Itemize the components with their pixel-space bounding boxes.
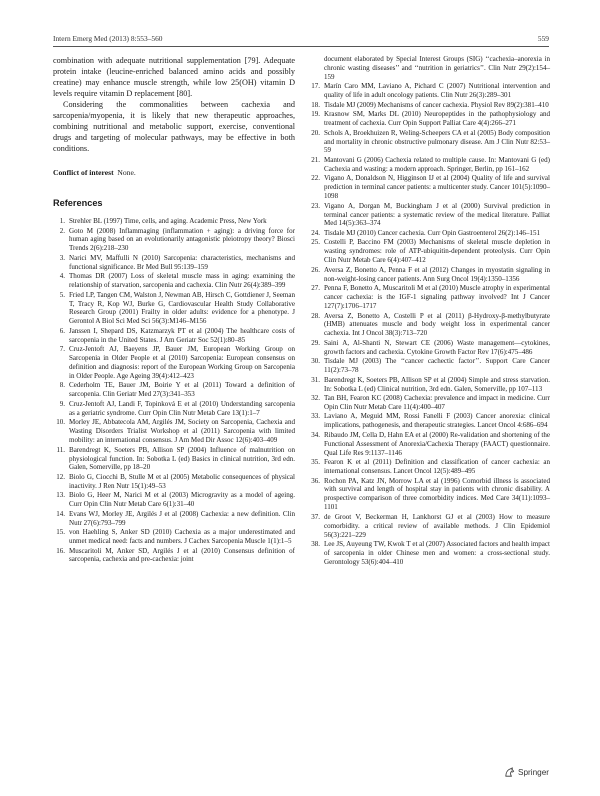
reference-text: Vigano A, Donaldson N, Higginson IJ et al (2004) Quality of life and survival prediction in terminal cancer patients: a multicenter study. Cancer 101(5):1090–1098 bbox=[324, 174, 550, 201]
reference-item bbox=[308, 477, 550, 513]
reference-text: Biolo G, Heer M, Narici M et al (2003) Microgravity as a model of ageing. Curr Opin Clin Nutr Metab Care 6(1):31–40 bbox=[69, 491, 295, 509]
reference-item bbox=[308, 174, 550, 201]
reference-text: Evans WJ, Morley JE, Argilés J et al (2008) Cachexia: a new definition. Clin Nutr 27(6):793–799 bbox=[69, 509, 295, 527]
reference-number: 20. bbox=[311, 128, 320, 137]
reference-item bbox=[53, 345, 295, 381]
reference-item bbox=[53, 418, 295, 445]
reference-item bbox=[308, 540, 550, 567]
reference-text: Barendregt K, Soeters PB, Allison SP et al (2004) Simple and stress starvation. In: Sobotka L (ed) Clinical nutrition, 3rd edn. Galen, Somerville, pp 107–113 bbox=[324, 375, 550, 393]
reference-number: 33. bbox=[311, 412, 320, 421]
reference-text: Biolo G, Ciocchi B, Stulle M et al (2005) Metabolic consequences of physical inactivity. J Ren Nutr 15(1):49–53 bbox=[69, 472, 295, 490]
reference-number: 6. bbox=[59, 326, 65, 335]
reference-text: Fearon K et al (2011) Definition and classification of cancer cachexia: an international consensus. Lancet Oncol 12(5):489–495 bbox=[324, 458, 550, 476]
reference-item bbox=[308, 412, 550, 430]
reference-item bbox=[308, 229, 550, 238]
reference-number: 13. bbox=[56, 491, 65, 500]
reference-text: Muscaritoli M, Anker SD, Argilés J et al (2010) Consensus definition of sarcopenia, cachexia and pre-cachexia: joint bbox=[69, 546, 295, 564]
reference-text: Ribaudo JM, Cella D, Hahn EA et al (2000) Re-validation and shortening of the Functional Assessment of Anorexia/Cachexia Therapy (FAACT) questionnaire. Qual Life Res 9:1137–1146 bbox=[324, 430, 550, 457]
running-header-journal: Intern Emerg Med (2013) 8:553–560 bbox=[53, 34, 163, 43]
reference-item bbox=[53, 528, 295, 546]
reference-number: 30. bbox=[311, 357, 320, 366]
reference-text: Tisdale MJ (2009) Mechanisms of cancer cachexia. Physiol Rev 89(2):381–410 bbox=[324, 100, 549, 109]
reference-item bbox=[53, 547, 295, 565]
reference-number: 24. bbox=[311, 228, 320, 237]
reference-text: Goto M (2008) Inflammaging (inflammation + aging): a driving force for human aging based on an evolutionarily antagonistic pleiotropy theory? Biosci Trends 2(6):218–230 bbox=[69, 226, 295, 253]
reference-text: Vigano A, Dorgan M, Buckingham J et al (2000) Survival prediction in terminal cancer patients: a systematic review of the medical literature. Palliat Med 14(5):363–374 bbox=[324, 201, 550, 228]
reference-list-left bbox=[53, 217, 295, 564]
reference-text: Tisdale MJ (2010) Cancer cachexia. Curr Opin Gastroenterol 26(2):146–151 bbox=[324, 228, 540, 237]
reference-text: Lee JS, Auyeung TW, Kwok T et al (2007) Associated factors and health impact of sarcopenia in older Chinese men and women: a cross-sectional study. Gerontology 53(6):404–410 bbox=[324, 540, 550, 566]
reference-number: 9. bbox=[59, 399, 65, 408]
reference-text: Barendregt K, Soeters PB, Allison SP (2004) Influence of malnutrition on physiological function. In: Sobotka L (ed) Basics in clinical nutrition, 3rd edn. Galen, Somerville, pp 18–20 bbox=[69, 445, 295, 472]
reference-item bbox=[308, 101, 550, 110]
reference-text: Saini A, Al-Shanti N, Stewart CE (2006) Waste management—cytokines, growth factors and cachexia. Cytokine Growth Factor Rev 17(6):475–486 bbox=[324, 338, 550, 356]
reference-item bbox=[53, 473, 295, 491]
reference-number: 3. bbox=[59, 253, 65, 262]
reference-number: 27. bbox=[311, 284, 320, 293]
reference-item bbox=[308, 357, 550, 375]
reference-item bbox=[308, 266, 550, 284]
reference-item bbox=[53, 254, 295, 272]
reference-number: 18. bbox=[311, 100, 320, 109]
reference-number: 19. bbox=[311, 110, 320, 119]
reference-number: 21. bbox=[311, 155, 320, 164]
reference-number: 12. bbox=[56, 472, 65, 481]
reference-text: Tisdale MJ (2003) The ‘‘cancer cachectic factor’’. Support Care Cancer 11(2):73–78 bbox=[324, 357, 550, 375]
reference-item bbox=[308, 202, 550, 229]
reference-text: Morley JE, Abbatecola AM, Argilés JM, Society on Sarcopenia, Cachexia and Wasting Disorders Trialist Workshop et al (2011) Sarcopenia with limited mobility: an international consensus. J Am Med Dir Assoc 12(6):403–409 bbox=[69, 418, 295, 445]
reference-text: von Haehling S, Anker SD (2010) Cachexia as a major underestimated and unmet medical need: facts and numbers. J Cachex Sarcopenia Muscle 1(1):1–5 bbox=[69, 528, 295, 546]
reference-item bbox=[308, 431, 550, 458]
reference-item bbox=[308, 458, 550, 476]
reference-number: 28. bbox=[311, 311, 320, 320]
reference-text: Strehler BL (1997) Time, cells, and aging. Academic Press, New York bbox=[69, 217, 267, 225]
reference-item bbox=[308, 394, 550, 412]
reference-number: 14. bbox=[56, 509, 65, 518]
reference-text: Marín Caro MM, Laviano A, Pichard C (2007) Nutritional intervention and quality of life in adult oncology patients. Clin Nutr 26(3):289–301 bbox=[324, 82, 550, 100]
reference-item bbox=[308, 312, 550, 339]
reference-number: 35. bbox=[311, 458, 320, 467]
reference-item bbox=[308, 156, 550, 174]
reference-item bbox=[308, 339, 550, 357]
reference-number: 34. bbox=[311, 430, 320, 439]
header-rule bbox=[53, 46, 549, 47]
reference-number: 36. bbox=[311, 476, 320, 485]
reference-text: Mantovani G (2006) Cachexia related to multiple cause. In: Mantovani G (ed) Cachexia and wasting: a modern approach. Springer, Berlin, pp 161–162 bbox=[324, 155, 550, 173]
reference-text: Aversa Z, Bonetto A, Costelli P et al (2011) β-Hydroxy-β-methylbutyrate (HMB) attenuates muscle and body weight loss in experimental cancer cachexia. Int J Oncol 38(3):713–720 bbox=[324, 311, 550, 338]
reference-item bbox=[53, 227, 295, 254]
reference-number: 37. bbox=[311, 512, 320, 521]
reference-item bbox=[53, 291, 295, 327]
reference-number: 17. bbox=[311, 82, 320, 91]
reference-text: Penna F, Bonetto A, Muscaritoli M et al (2010) Muscle atrophy in experimental cancer cachexia: is the IGF-1 signaling pathway involved? Int J Cancer 127(7):1706–1717 bbox=[324, 284, 550, 310]
reference-number: 23. bbox=[311, 201, 320, 210]
body-paragraph-2: Considering the commonalities between cachexia and sarcopenia/myopenia, it is likely that new therapeutic approaches, combining nutritional and metabolic support, exercise, conventional drugs and targeting of molecular pathways, may be effective in both conditions. bbox=[53, 100, 295, 153]
reference-number: 38. bbox=[311, 540, 320, 549]
coi-text: None. bbox=[117, 168, 136, 177]
reference-text: Janssen I, Shepard DS, Katzmarzyk PT et al (2004) The healthcare costs of sarcopenia in the United States. J Am Geriatr Soc 52(1):80–85 bbox=[69, 326, 295, 344]
reference-item bbox=[53, 272, 295, 290]
reference-16-continuation: document elaborated by Special Interest Groups (SIG) ‘‘cachexia–anorexia in chronic wasting diseases’’ and ‘‘nutrition in geriatrics’’. Clin Nutr 29(2):154–159 bbox=[324, 55, 550, 81]
reference-number: 31. bbox=[311, 375, 320, 384]
reference-text: Costelli P, Baccino FM (2003) Mechanisms of skeletal muscle depletion in wasting syndromes: role of ATP-ubiquitin-dependent proteolysis. Curr Opin Clin Nutr Metab Care 6(4):407–412 bbox=[324, 238, 550, 265]
publisher-logo bbox=[504, 767, 549, 778]
reference-item bbox=[308, 82, 550, 100]
reference-item bbox=[308, 284, 550, 311]
reference-item bbox=[53, 400, 295, 418]
reference-item bbox=[53, 446, 295, 473]
body-paragraph-1: combination with adequate nutritional supplementation [79]. Adequate protein intake (leucine-enriched balanced amino acids and possibly creatine) may enhance muscle strength, while low 25(OH) vitamin D levels require vitamin D replacement [80]. bbox=[53, 56, 295, 98]
springer-horse-icon bbox=[504, 767, 515, 778]
conflict-of-interest bbox=[53, 168, 295, 178]
reference-text: Laviano A, Meguid MM, Rossi Fanelli F (2003) Cancer anorexia: clinical implications, pathogenesis, and therapeutic strategies. Lancet Oncol 4:686–694 bbox=[324, 412, 550, 430]
reference-number: 5. bbox=[59, 290, 65, 299]
reference-text: Cruz-Jentoft AJ, Landi F, Topinková E et al (2010) Understanding sarcopenia as a geriatric syndrome. Curr Opin Clin Nutr Metab Care 13(1):1–7 bbox=[69, 399, 295, 417]
reference-text: Krasnow SM, Marks DL (2010) Neuropeptides in the pathophysiology and treatment of cachexia. Curr Opin Support Palliat Care 4(4):266–271 bbox=[324, 110, 550, 128]
reference-number: 7. bbox=[59, 345, 65, 354]
reference-number: 11. bbox=[56, 445, 65, 454]
page-number: 559 bbox=[537, 34, 549, 43]
reference-item bbox=[308, 513, 550, 540]
reference-text: Narici MV, Maffulli N (2010) Sarcopenia: characteristics, mechanisms and functional significance. Br Med Bull 95:139–159 bbox=[69, 253, 295, 271]
reference-number: 4. bbox=[59, 272, 65, 281]
reference-number: 15. bbox=[56, 528, 65, 537]
reference-item bbox=[53, 510, 295, 528]
reference-number: 25. bbox=[311, 238, 320, 247]
reference-item bbox=[308, 238, 550, 265]
reference-text: Aversa Z, Bonetto A, Penna F et al (2012) Changes in myostatin signaling in non-weight-losing cancer patients. Ann Surg Oncol 19(4):1350–1356 bbox=[324, 265, 550, 283]
reference-item bbox=[308, 129, 550, 156]
right-column bbox=[308, 55, 550, 567]
reference-number: 29. bbox=[311, 338, 320, 347]
reference-text: Cruz-Jentoft AJ, Baeyens JP, Bauer JM, European Working Group on Sarcopenia in Older People et al (2010) Sarcopenia: European consensus on definition and diagnosis: report of the European Working Group on Sarcopenia in Older People. Age Ageing 39(4):412–423 bbox=[69, 345, 295, 380]
reference-text: Tan BH, Fearon KC (2008) Cachexia: prevalence and impact in medicine. Curr Opin Clin Nutr Metab Care 11(4):400–407 bbox=[324, 394, 550, 411]
reference-number: 26. bbox=[311, 265, 320, 274]
reference-item bbox=[53, 217, 295, 226]
left-column bbox=[53, 55, 295, 565]
reference-text: Fried LP, Tangen CM, Walston J, Newman AB, Hirsch C, Gottdiener J, Seeman T, Tracy R, Kop WJ, Burke G, Cardiovascular Health Study Collaborative Research Group (2001) Frailty in older adults: evidence for a phenotype. J Gerontol A Biol Sci Med Sci 56(3):M146–M156 bbox=[69, 290, 295, 326]
references-heading: References bbox=[53, 198, 103, 208]
reference-number: 10. bbox=[56, 418, 65, 427]
reference-list-right bbox=[308, 82, 550, 567]
reference-item bbox=[53, 327, 295, 345]
reference-number: 22. bbox=[311, 174, 320, 183]
reference-number: 2. bbox=[59, 226, 65, 235]
coi-label: Conflict of interest bbox=[53, 168, 114, 177]
publisher-name: Springer bbox=[518, 768, 549, 777]
reference-number: 16. bbox=[56, 546, 65, 555]
reference-text: de Groot V, Beckerman H, Lankhorst GJ et al (2003) How to measure comorbidity. a critical review of available methods. J Clin Epidemiol 56(3):221–229 bbox=[324, 512, 550, 539]
reference-text: Schols A, Broekhuizen R, Weling-Scheepers CA et al (2005) Body composition and mortality in chronic obstructive pulmonary disease. Am J Clin Nutr 82:53–59 bbox=[324, 128, 550, 155]
reference-number: 1. bbox=[59, 217, 65, 225]
reference-text: Thomas DR (2007) Loss of skeletal muscle mass in aging: examining the relationship of starvation, sarcopenia and cachexia. Clin Nutr 26(4):389–399 bbox=[69, 272, 295, 290]
reference-item bbox=[53, 491, 295, 509]
reference-text: Cederholm TE, Bauer JM, Boirie Y et al (2011) Toward a definition of sarcopenia. Clin Geriatr Med 27(3):341–353 bbox=[69, 381, 295, 399]
reference-text: Rochon PA, Katz JN, Morrow LA et al (1996) Comorbid illness is associated with survival and length of hospital stay in patients with chronic disability. A prospective comparison of three comorbidity indices. Med Care 34(11):1093–1101 bbox=[324, 476, 550, 512]
reference-item bbox=[53, 381, 295, 399]
reference-number: 32. bbox=[311, 394, 320, 403]
reference-number: 8. bbox=[59, 381, 65, 390]
reference-item bbox=[308, 376, 550, 394]
reference-item bbox=[308, 110, 550, 128]
